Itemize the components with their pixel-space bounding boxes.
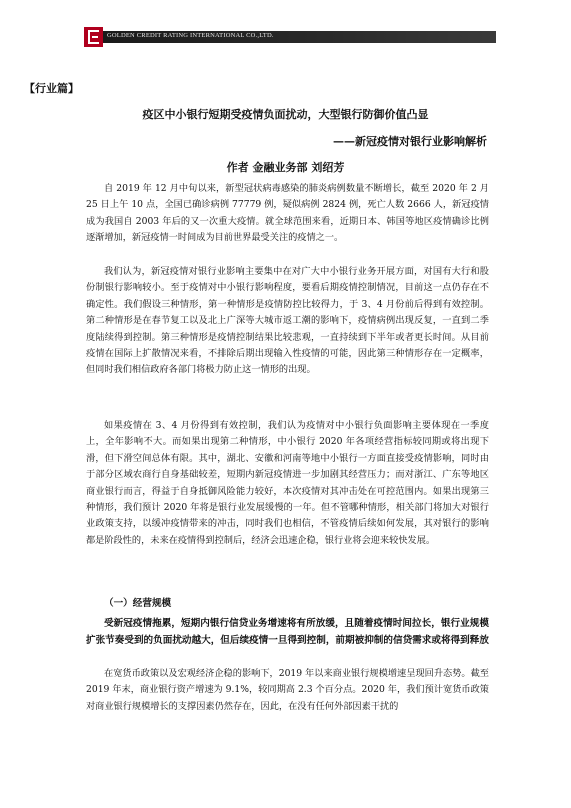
page-header xyxy=(84,27,496,47)
article-author: 作者 金融业务部 刘绍芳 xyxy=(226,161,345,174)
section-subheading: （一）经营规模 xyxy=(104,598,172,609)
body-paragraph: 在宽货币政策以及宏观经济企稳的影响下，2019 年以来商业银行规模增速呈现回升态势。截至 2019 年末，商业银行资产增速为 9.1%，较同期高 2.3 个百分点。2020 年，我们预计宽货币政策对商业银行规模增长的支撑因素仍然存在，因此，在没有任何外部因素干扰的 xyxy=(86,668,489,712)
body-paragraph: 如果疫情在 3、4 月份得到有效控制，我们认为疫情对中小银行负面影响主要体现在一季度上，全年影响不大。而如果出现第二种情形，中小银行 2020 年各项经营指标较同期或将出现下滑，但下滑空间总体有限。其中，湖北、安徽和河南等地中小银行一方面直接受疫情影响，同时由于部分区域农商行自身基础较差，短期内新冠疫情进一步加剧其经营压力；而对浙江、广东等地区商业银行而言，得益于自身抵御风险能力较好，本次疫情对其冲击处在可控范围内。如果出现第三种情形，我们预计 2020 年将是银行业发展缓慢的一年。但不管哪种情形，相关部门将加大对银行业政策支持，以缓冲疫情带来的冲击，同时我们也相信，不管疫情后续如何发展，其对银行的影响都是阶段性的，未来在疫情得到控制后，经济会迅速企稳，银行业将会迎来较快发展。 xyxy=(86,420,489,546)
article-subtitle: ——新冠疫情对银行业影响解析 xyxy=(333,135,487,148)
section-tag: 【行业篇】 xyxy=(24,82,79,95)
header-banner xyxy=(103,31,496,43)
company-logo-icon xyxy=(84,27,103,47)
header-banner-text: GOLDEN CREDIT RATING INTERNATIONAL CO.,LTD. xyxy=(107,32,274,39)
article-title: 疫区中小银行短期受疫情负面扰动，大型银行防御价值凸显 xyxy=(142,108,429,121)
body-paragraph: 自 2019 年 12 月中旬以来，新型冠状病毒感染的肺炎病例数量不断增长，截至 2020 年 2 月 25 日上午 10 点，全国已确诊病例 77779 例，疑似病例 2824 例，死亡人数 2666 人，新冠疫情成为我国自 2003 年后的又一次重大疫情。就全球范围来看，近期日本、韩国等地区疫情确诊比例逐渐增加，新冠疫情一时间成为目前世界最受关注的疫情之一。 xyxy=(86,183,489,244)
key-finding-paragraph: 受新冠疫情拖累，短期内银行信贷业务增速将有所放缓，且随着疫情时间拉长，银行业规模扩张节奏受到的负面扰动越大，但后续疫情一旦得到控制，前期被抑制的信贷需求或将得到释放 xyxy=(86,618,489,646)
body-paragraph: 我们认为，新冠疫情对银行业影响主要集中在对广大中小银行业务开展方面，对国有大行和股份制银行影响较小。至于疫情对中小银行影响程度，要看后期疫情控制情况，目前这一点仍存在不确定性。我们假设三种情形，第一种情形是疫情防控比较得力，于 3、4 月份前后得到有效控制。第二种情形是在春节复工以及北上广深等大城市返工潮的影响下，疫情病例出现反复，一直到二季度陆续得到控制。第三种情形是疫情控制结果比较悲观，一直持续到下半年或者更长时间。从目前疫情在国际上扩散情况来看，不排除后期出现输入性疫情的可能，因此第三种情形存在一定概率，但同时我们相信政府各部门将极力防止这一情形的出现。 xyxy=(86,266,489,376)
